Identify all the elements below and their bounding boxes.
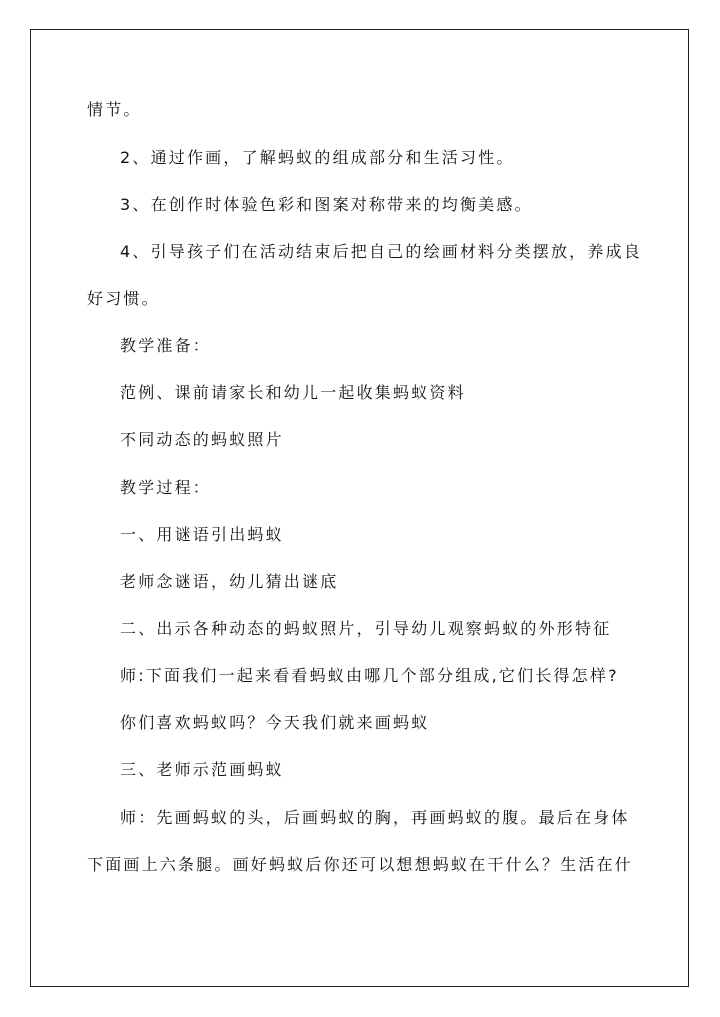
text-line: 2、通过作画，了解蚂蚁的组成部分和生活习性。 <box>120 148 515 167</box>
text-line: 4、引导孩子们在活动结束后把自己的绘画材料分类摆放，养成良 <box>120 242 642 261</box>
text-line: 情节。 <box>87 100 142 119</box>
section-heading: 教学准备： <box>120 336 212 355</box>
text-line: 一、用谜语引出蚂蚁 <box>120 525 284 544</box>
page-border <box>30 29 689 987</box>
text-line: 你们喜欢蚂蚁吗？今天我们就来画蚂蚁 <box>120 713 430 732</box>
text-line: 师：先画蚂蚁的头，后画蚂蚁的胸，再画蚂蚁的腹。最后在身体 <box>120 808 630 827</box>
text-line: 老师念谜语，幼儿猜出谜底 <box>120 572 339 591</box>
text-line: 范例、课前请家长和幼儿一起收集蚂蚁资料 <box>120 383 466 402</box>
text-line: 3、在创作时体验色彩和图案对称带来的均衡美感。 <box>120 195 533 214</box>
text-line: 下面画上六条腿。画好蚂蚁后你还可以想想蚂蚁在干什么？生活在什 <box>87 855 634 874</box>
text-line: 不同动态的蚂蚁照片 <box>120 430 284 449</box>
text-line: 三、老师示范画蚂蚁 <box>120 760 284 779</box>
text-line: 好习惯。 <box>87 289 160 308</box>
text-line: 二、出示各种动态的蚂蚁照片，引导幼儿观察蚂蚁的外形特征 <box>120 619 612 638</box>
section-heading: 教学过程： <box>120 478 212 497</box>
text-line: 师:下面我们一起来看看蚂蚁由哪几个部分组成,它们长得怎样? <box>120 666 619 685</box>
